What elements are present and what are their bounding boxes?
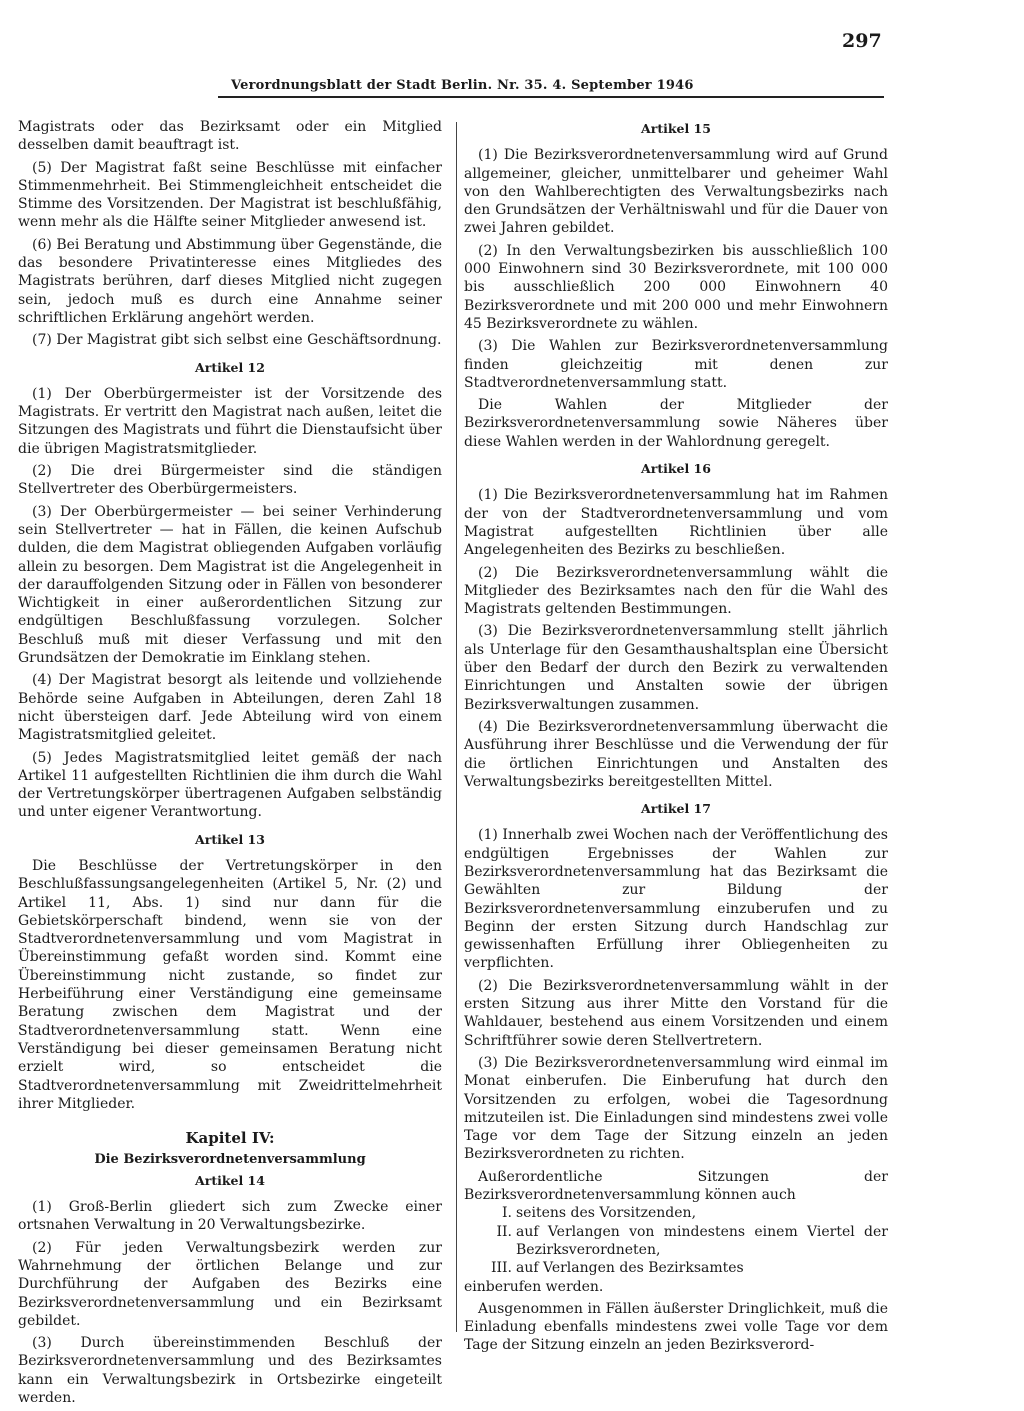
paragraph-17-4: Außerordentliche Sitzungen der Bezirksverordnetenversammlung können auch [464,1168,888,1204]
paragraph-12-2: (2) Die drei Bürgermeister sind die ständigen Stellvertreter des Oberbürgermeisters. [18,463,442,498]
paragraph-12-3: (3) Der Oberbürgermeister — bei seiner Verhinderung sein Stellvertreter — hat in Fällen, die keinen Aufschub dulden, die dem Magistrat obliegenden Aufgaben vorläufig allein zu besorgen. Dem Magistrat ist die Angelegenheit in der darauffolgenden Sitzung oder in Fällen von besonderer Wichtigkeit in einer außerordentlichen Sitzung zur endgültigen Beschlußfassung vorzulegen. Solcher Beschluß muß mit dieser Verfassung und mit den Grundsätzen der Demokratie im Einklang stehen. [18,503,442,667]
left-column [18,118,442,1411]
paragraph-13-1: Die Beschlüsse der Vertretungskörper in den Beschlußfassungsangelegenheiten (Artikel 5, Nr. (2) und Artikel 11, Abs. 1) sind nur dann für die Gebietskörperschaft bindend, wenn sie von der Stadtverordnetenversammlung und vom Magistrat in Übereinstimmung gefaßt worden sind. Kommt eine Übereinstimmung nicht zustande, so findet zur Herbeiführung einer Verständigung eine gemeinsame Beratung zwischen dem Magistrat und der Stadtverordnetenversammlung statt. Wenn eine Verständigung bei dieser gemeinsamen Beratung nicht erzielt wird, so entscheidet die Stadtverordnetenversammlung mit Zweidrittelmehrheit ihrer Mitglieder. [18,857,442,1112]
column-divider [456,122,457,1332]
header-rule [218,96,884,98]
paragraph-14-1: (1) Groß-Berlin gliedert sich zum Zwecke einer ortsnahen Verwaltung in 20 Verwaltungsbezirke. [18,1199,442,1234]
right-column [464,118,888,1359]
paragraph-15-2: (2) In den Verwaltungsbezirken bis ausschließlich 100 000 Einwohnern sind 30 Bezirksverordnete, mit 100 000 bis ausschließlich 200 000 Einwohnern 40 Bezirksverordnete und mit 200 000 und mehr Einwohnern 45 Bezirksverordnete zu wählen. [464,242,888,332]
paragraph-intro: Magistrats oder das Bezirksamt oder ein Mitglied desselben damit beauftragt ist. [18,119,442,154]
enum-text: auf Verlangen von mindestens einem Viertel der Bezirksverordneten, [516,1223,888,1258]
paragraph-16-1: (1) Die Bezirksverordnetenversammlung hat im Rahmen der von der Stadtverordnetenversammlung und vom Magistrat aufgestellten Richtlinien über alle Angelegenheiten des Bezirks zu beschließen. [464,487,888,559]
paragraph-16-4: (4) Die Bezirksverordnetenversammlung überwacht die Ausführung ihrer Beschlüsse und die Verwendung der für die örtlichen Einrichtungen und Anstalten des Verwaltungsbezirks bereitgestellten Mittel. [464,718,888,790]
paragraph-17-2: (2) Die Bezirksverordnetenversammlung wählt in der ersten Sitzung aus ihrer Mitte den Vorstand für die Wahldauer, bestehend aus einem Vorsitzenden und einem Schriftführer sowie deren Stellvertretern. [464,977,888,1049]
enum-number: I. [502,1205,512,1222]
enum-text: auf Verlangen des Bezirksamtes [516,1260,744,1277]
article-12-heading: Artikel 12 [195,359,265,375]
paragraph-16-3: (3) Die Bezirksverordnetenversammlung stellt jährlich als Unterlage für den Gesamthaushaltsplan eine Übersicht über den Bedarf der durch den Bezirk zu verwaltenden Einrichtungen und Anstalten sowie der übrigen Bezirksverwaltungen zusammen. [464,623,888,713]
paragraph-11-7: (7) Der Magistrat gibt sich selbst eine Geschäftsordnung. [32,332,442,349]
enum-item [464,1223,888,1260]
paragraph-17-1: (1) Innerhalb zwei Wochen nach der Veröffentlichung des endgültigen Ergebnisses der Wahlen zur Bezirksverordnetenversammlung hat das Bezirksamt die Gewählten zur Bildung der Bezirksverordnetenversammlung einzuberufen und zu Beginn der ersten Sitzung durch Handschlag zur gewissenhaften Erfüllung ihrer Obliegenheiten zu verpflichten. [464,827,888,972]
chapter-subtitle: Die Bezirksverordnetenversammlung [94,1152,366,1168]
paragraph-12-1: (1) Der Oberbürgermeister ist der Vorsitzende des Magistrats. Er vertritt den Magistrat nach außen, leitet die Sitzungen des Magistrats und führt die Dienstaufsicht über die übrigen Magistratsmitglieder. [18,385,442,457]
enum-number: II. [496,1223,512,1240]
paragraph-14-3: (3) Durch übereinstimmenden Beschluß der Bezirksverordnetenversammlung und des Bezirksamtes kann ein Verwaltungsbezirk in Ortsbezirke eingeteilt werden. [18,1335,442,1406]
paragraph-11-6: (6) Bei Beratung und Abstimmung über Gegenstände, die das besondere Privatinteresse eines Mitgliedes des Magistrats berühren, darf dieses Mitglied nicht zugegen sein, jedoch muß es durch eine Annahme seiner schriftlichen Erklärung angehört werden. [18,236,442,326]
paragraph-12-4: (4) Der Magistrat besorgt als leitende und vollziehende Behörde seine Aufgaben in Abteilungen, deren Zahl 18 nicht übersteigen darf. Jede Abteilung wird von einem Magistratsmitglied geleitet. [18,672,442,744]
enum-text: seitens des Vorsitzenden, [516,1205,697,1222]
paragraph-15-1: (1) Die Bezirksverordnetenversammlung wird auf Grund allgemeiner, gleicher, unmittelbarer und geheimer Wahl von den Wahlberechtigten des Verwaltungsbezirks nach den Grundsätzen der Verhältniswahl und für die Dauer von zwei Jahren gebildet. [464,147,888,237]
page-number: 297 [842,30,882,52]
paragraph-12-5: (5) Jedes Magistratsmitglied leitet gemäß der nach Artikel 11 aufgestellten Richtlinien die ihm durch die Wahl der Vertretungskörper übertragenen Aufgaben selbständig und unter eigener Verantwortung. [18,749,442,821]
chapter-heading: Kapitel IV: [185,1129,275,1148]
paragraph-15-3: (3) Die Wahlen zur Bezirksverordnetenversammlung finden gleichzeitig mit denen zur Stadtverordnetenversammlung statt. [464,338,888,391]
enum-item [464,1204,888,1222]
paragraph-11-5: (5) Der Magistrat faßt seine Beschlüsse mit einfacher Stimmenmehrheit. Bei Stimmengleichheit entscheidet die Stimme des Vorsitzenden. Der Magistrat ist beschlußfähig, wenn mehr als die Hälfte seiner Mitglieder anwesend ist. [18,159,442,231]
paragraph-16-2: (2) Die Bezirksverordnetenversammlung wählt die Mitglieder des Bezirksamtes nach den für die Wahl des Magistrats geltenden Bestimmungen. [464,564,888,618]
paragraph-17-tail: einberufen werden. [464,1278,604,1295]
article-13-heading: Artikel 13 [195,831,265,847]
article-15-heading: Artikel 15 [641,121,711,136]
article-14-heading: Artikel 14 [195,1172,265,1188]
article-17-heading: Artikel 17 [641,801,711,817]
paragraph-14-2: (2) Für jeden Verwaltungsbezirk werden zur Wahrnehmung der örtlichen Belange und zur Durchführung der Aufgaben des Bezirks eine Bezirksverordnetenversammlung und ein Bezirksamt gebildet. [18,1239,442,1329]
paragraph-17-5: Ausgenommen in Fällen äußerster Dringlichkeit, muß die Einladung ebenfalls mindestens zwei volle Tage vor dem Tage der Sitzung einzeln an jeden Bezirksverord- [464,1300,888,1354]
paragraph-15-4: Die Wahlen der Mitglieder der Bezirksverordnetenversammlung sowie Näheres über diese Wahlen werden in der Wahlordnung geregelt. [464,397,888,450]
enum-item [464,1259,888,1277]
running-header: Verordnungsblatt der Stadt Berlin. Nr. 35. 4. September 1946 [231,78,694,93]
enum-number: III. [490,1260,512,1277]
paragraph-17-3: (3) Die Bezirksverordnetenversammlung wird einmal im Monat einberufen. Die Einberufung hat durch den Vorsitzenden zu erfolgen, wobei die Tagesordnung mitzuteilen ist. Die Einladungen sind mindestens zwei volle Tage vor dem Tage der Sitzung einzeln an jeden Bezirksverordneten zu richten. [464,1054,888,1163]
article-16-heading: Artikel 16 [641,461,711,477]
